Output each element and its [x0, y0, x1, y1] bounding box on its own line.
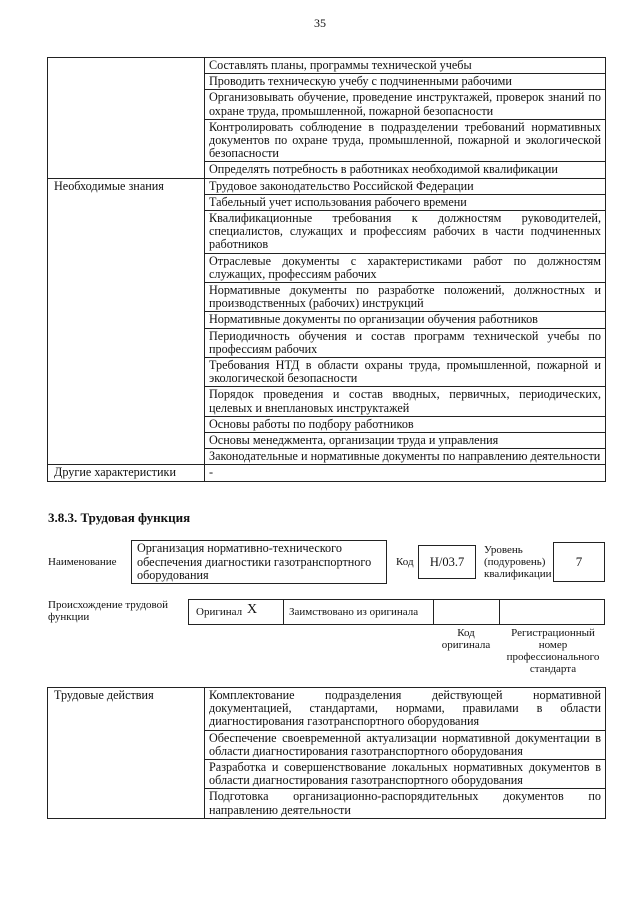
- name-label: Наименование: [48, 556, 117, 568]
- skills-knowledge-table: [47, 57, 606, 482]
- skills-row: Контролировать соблюдение в подразделении требований нормативных документов по охране труда, промышленной, пожарной и экологической безопасности: [205, 119, 606, 162]
- knowledge-row: Квалификационные требования к должностям руководителей, специалистов, служащих и профессиям рабочих в части подчиненных работников: [205, 211, 606, 254]
- original-label: Оригинал: [196, 606, 243, 618]
- action-row: Комплектование подразделения действующей нормативной документацией, стандартами, нормами, правилами в области диагностирования газотранспортного оборудования: [205, 688, 606, 731]
- knowledge-row: Порядок проведения и состав вводных, первичных, периодических, целевых и внеплановых инструктажей: [205, 387, 606, 416]
- skills-row: Организовывать обучение, проведение инструктажей, проверок знаний по охране труда, промышленной, пожарной безопасности: [205, 90, 606, 119]
- origin-divider: [433, 599, 434, 625]
- table-row: [48, 58, 606, 74]
- section-heading: 3.8.3. Трудовая функция: [48, 510, 191, 525]
- knowledge-row: Основы работы по подбору работников: [205, 416, 606, 432]
- table-row: [48, 688, 606, 731]
- code-original-caption: Код оригинала: [441, 627, 491, 651]
- knowledge-row: Периодичность обучения и состав программ технической учебы по профессиям рабочих: [205, 328, 606, 357]
- skills-row: Проводить техническую учебу с подчиненными рабочими: [205, 74, 606, 90]
- origin-divider: [499, 599, 500, 625]
- actions-label: Трудовые действия: [48, 688, 205, 819]
- code-value: Н/03.7: [429, 555, 465, 569]
- other-label: Другие характеристики: [48, 465, 205, 481]
- reg-number-caption: Регистрационный номер профессионального стандарта: [506, 627, 600, 675]
- knowledge-row: Основы менеджмента, организации труда и управления: [205, 433, 606, 449]
- action-row: Разработка и совершенствование локальных нормативных документов в области диагностирования газотранспортного оборудования: [205, 760, 606, 789]
- code-box: [418, 545, 476, 579]
- page-number: 35: [314, 16, 326, 30]
- knowledge-row: Законодательные и нормативные документы по направлению деятельности: [205, 449, 606, 465]
- level-label: Уровень (подуровень) квалификации: [484, 544, 552, 580]
- function-name-box: [131, 540, 387, 584]
- origin-divider: [283, 599, 284, 625]
- skills-label-cell: [48, 58, 205, 179]
- knowledge-label: Необходимые знания: [48, 178, 205, 465]
- other-value: -: [205, 465, 606, 481]
- level-value: 7: [575, 554, 583, 569]
- action-row: Подготовка организационно-распорядительных документов по направлению деятельности: [205, 789, 606, 818]
- borrowed-label: Заимствовано из оригинала: [289, 606, 419, 618]
- knowledge-row: Отраслевые документы с характеристиками работ по должностям служащих, профессиям рабочих: [205, 253, 606, 282]
- knowledge-row: Табельный учет использования рабочего времени: [205, 194, 606, 210]
- actions-table: [47, 687, 606, 819]
- action-row: Обеспечение своевременной актуализации нормативной документации в области диагностирования газотранспортного оборудования: [205, 730, 606, 759]
- function-name-value: Организация нормативно-технического обеспечения диагностики газотранспортного оборудования: [137, 541, 372, 582]
- table-row: [48, 178, 606, 194]
- skills-row: Составлять планы, программы технической учебы: [205, 58, 606, 74]
- code-label: Код: [396, 556, 414, 568]
- knowledge-row: Требования НТД в области охраны труда, промышленной, пожарной и экологической безопасности: [205, 358, 606, 387]
- knowledge-row: Нормативные документы по организации обучения работников: [205, 312, 606, 328]
- knowledge-row: Нормативные документы по разработке положений, должностных и производственных (рабочих) инструкций: [205, 283, 606, 312]
- knowledge-row: Трудовое законодательство Российской Федерации: [205, 178, 606, 194]
- origin-label: Происхождение трудовой функции: [48, 599, 169, 623]
- original-mark: Х: [247, 602, 258, 617]
- level-box: [553, 542, 605, 582]
- skills-row: Определять потребность в работниках необходимой квалификации: [205, 162, 606, 178]
- table-row: [48, 465, 606, 481]
